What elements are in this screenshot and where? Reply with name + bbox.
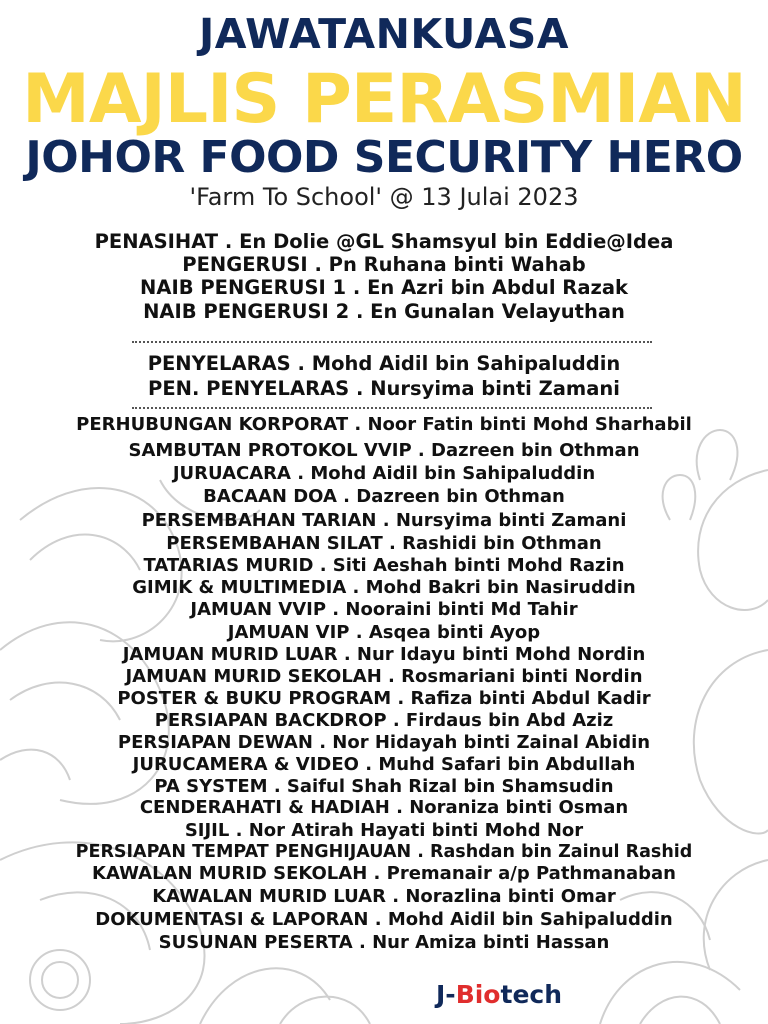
leader-line: NAIB PENGERUSI 2 . En Gunalan Velayuthan <box>143 300 625 323</box>
leader-line: NAIB PENGERUSI 1 . En Azri bin Abdul Razak <box>140 276 628 299</box>
committee-line: PERHUBUNGAN KORPORAT . Noor Fatin binti Mohd Sharhabil <box>76 414 692 435</box>
committee-line: SUSUNAN PESERTA . Nur Amiza binti Hassan <box>158 932 610 953</box>
committee-line: SIJIL . Nor Atirah Hayati binti Mohd Nor <box>184 820 584 841</box>
committee-line: KAWALAN MURID LUAR . Norazlina binti Omar <box>152 886 616 907</box>
jbiotech-logo: J-Biotech <box>436 980 563 1009</box>
committee-line: JAMUAN MURID LUAR . Nur Idayu binti Mohd Nordin <box>122 644 646 665</box>
committee-line: PERSIAPAN DEWAN . Nor Hidayah binti Zainal Abidin <box>117 732 651 753</box>
committee-line: JAMUAN MURID SEKOLAH . Rosmariani binti Nordin <box>125 666 643 687</box>
committee-line: JAMUAN VVIP . Nooraini binti Md Tahir <box>190 599 578 620</box>
leader-line: PENASIHAT . En Dolie @GL Shamsyul bin Eddie@Idea <box>94 230 674 253</box>
committee-line: PERSEMBAHAN TARIAN . Nursyima binti Zamani <box>141 510 627 531</box>
committee-line: JAMUAN VIP . Asqea binti Ayop <box>227 622 541 643</box>
committee-line: JURUCAMERA & VIDEO . Muhd Safari bin Abdullah <box>132 754 636 775</box>
committee-line: PERSIAPAN BACKDROP . Firdaus bin Abd Aziz <box>154 710 614 731</box>
coordinator-line: PEN. PENYELARAS . Nursyima binti Zamani <box>148 377 620 400</box>
committee-line: TATARIAS MURID . Siti Aeshah binti Mohd Razin <box>143 555 625 576</box>
divider <box>132 341 652 343</box>
committee-line: CENDERAHATI & HADIAH . Noraniza binti Osman <box>139 797 629 818</box>
committee-line: DOKUMENTASI & LAPORAN . Mohd Aidil bin Sahipaluddin <box>95 909 673 930</box>
leader-line: PENGERUSI . Pn Ruhana binti Wahab <box>182 253 586 276</box>
committee-line: PERSIAPAN TEMPAT PENGHIJAUAN . Rashdan bin Zainul Rashid <box>75 842 693 862</box>
committee-line: SAMBUTAN PROTOKOL VVIP . Dazreen bin Othman <box>128 440 640 461</box>
committee-line: PA SYSTEM . Saiful Shah Rizal bin Shamsudin <box>154 776 614 797</box>
coordinator-line: PENYELARAS . Mohd Aidil bin Sahipaluddin <box>147 352 621 375</box>
committee-line: GIMIK & MULTIMEDIA . Mohd Bakri bin Nasiruddin <box>132 577 636 598</box>
committee-line: KAWALAN MURID SEKOLAH . Premanair a/p Pathmanaban <box>92 863 676 884</box>
title-event: MAJLIS PERASMIAN <box>22 60 746 139</box>
committee-line: POSTER & BUKU PROGRAM . Rafiza binti Abdul Kadir <box>117 688 651 709</box>
title-committee: JAWATANKUASA <box>199 10 569 58</box>
committee-line: BACAAN DOA . Dazreen bin Othman <box>203 486 565 507</box>
committee-line: PERSEMBAHAN SILAT . Rashidi bin Othman <box>166 533 602 554</box>
title-program: JOHOR FOOD SECURITY HERO <box>25 132 743 183</box>
subtitle-date: 'Farm To School' @ 13 Julai 2023 <box>189 183 579 211</box>
committee-line: JURUACARA . Mohd Aidil bin Sahipaluddin <box>172 463 596 484</box>
divider <box>132 407 652 409</box>
